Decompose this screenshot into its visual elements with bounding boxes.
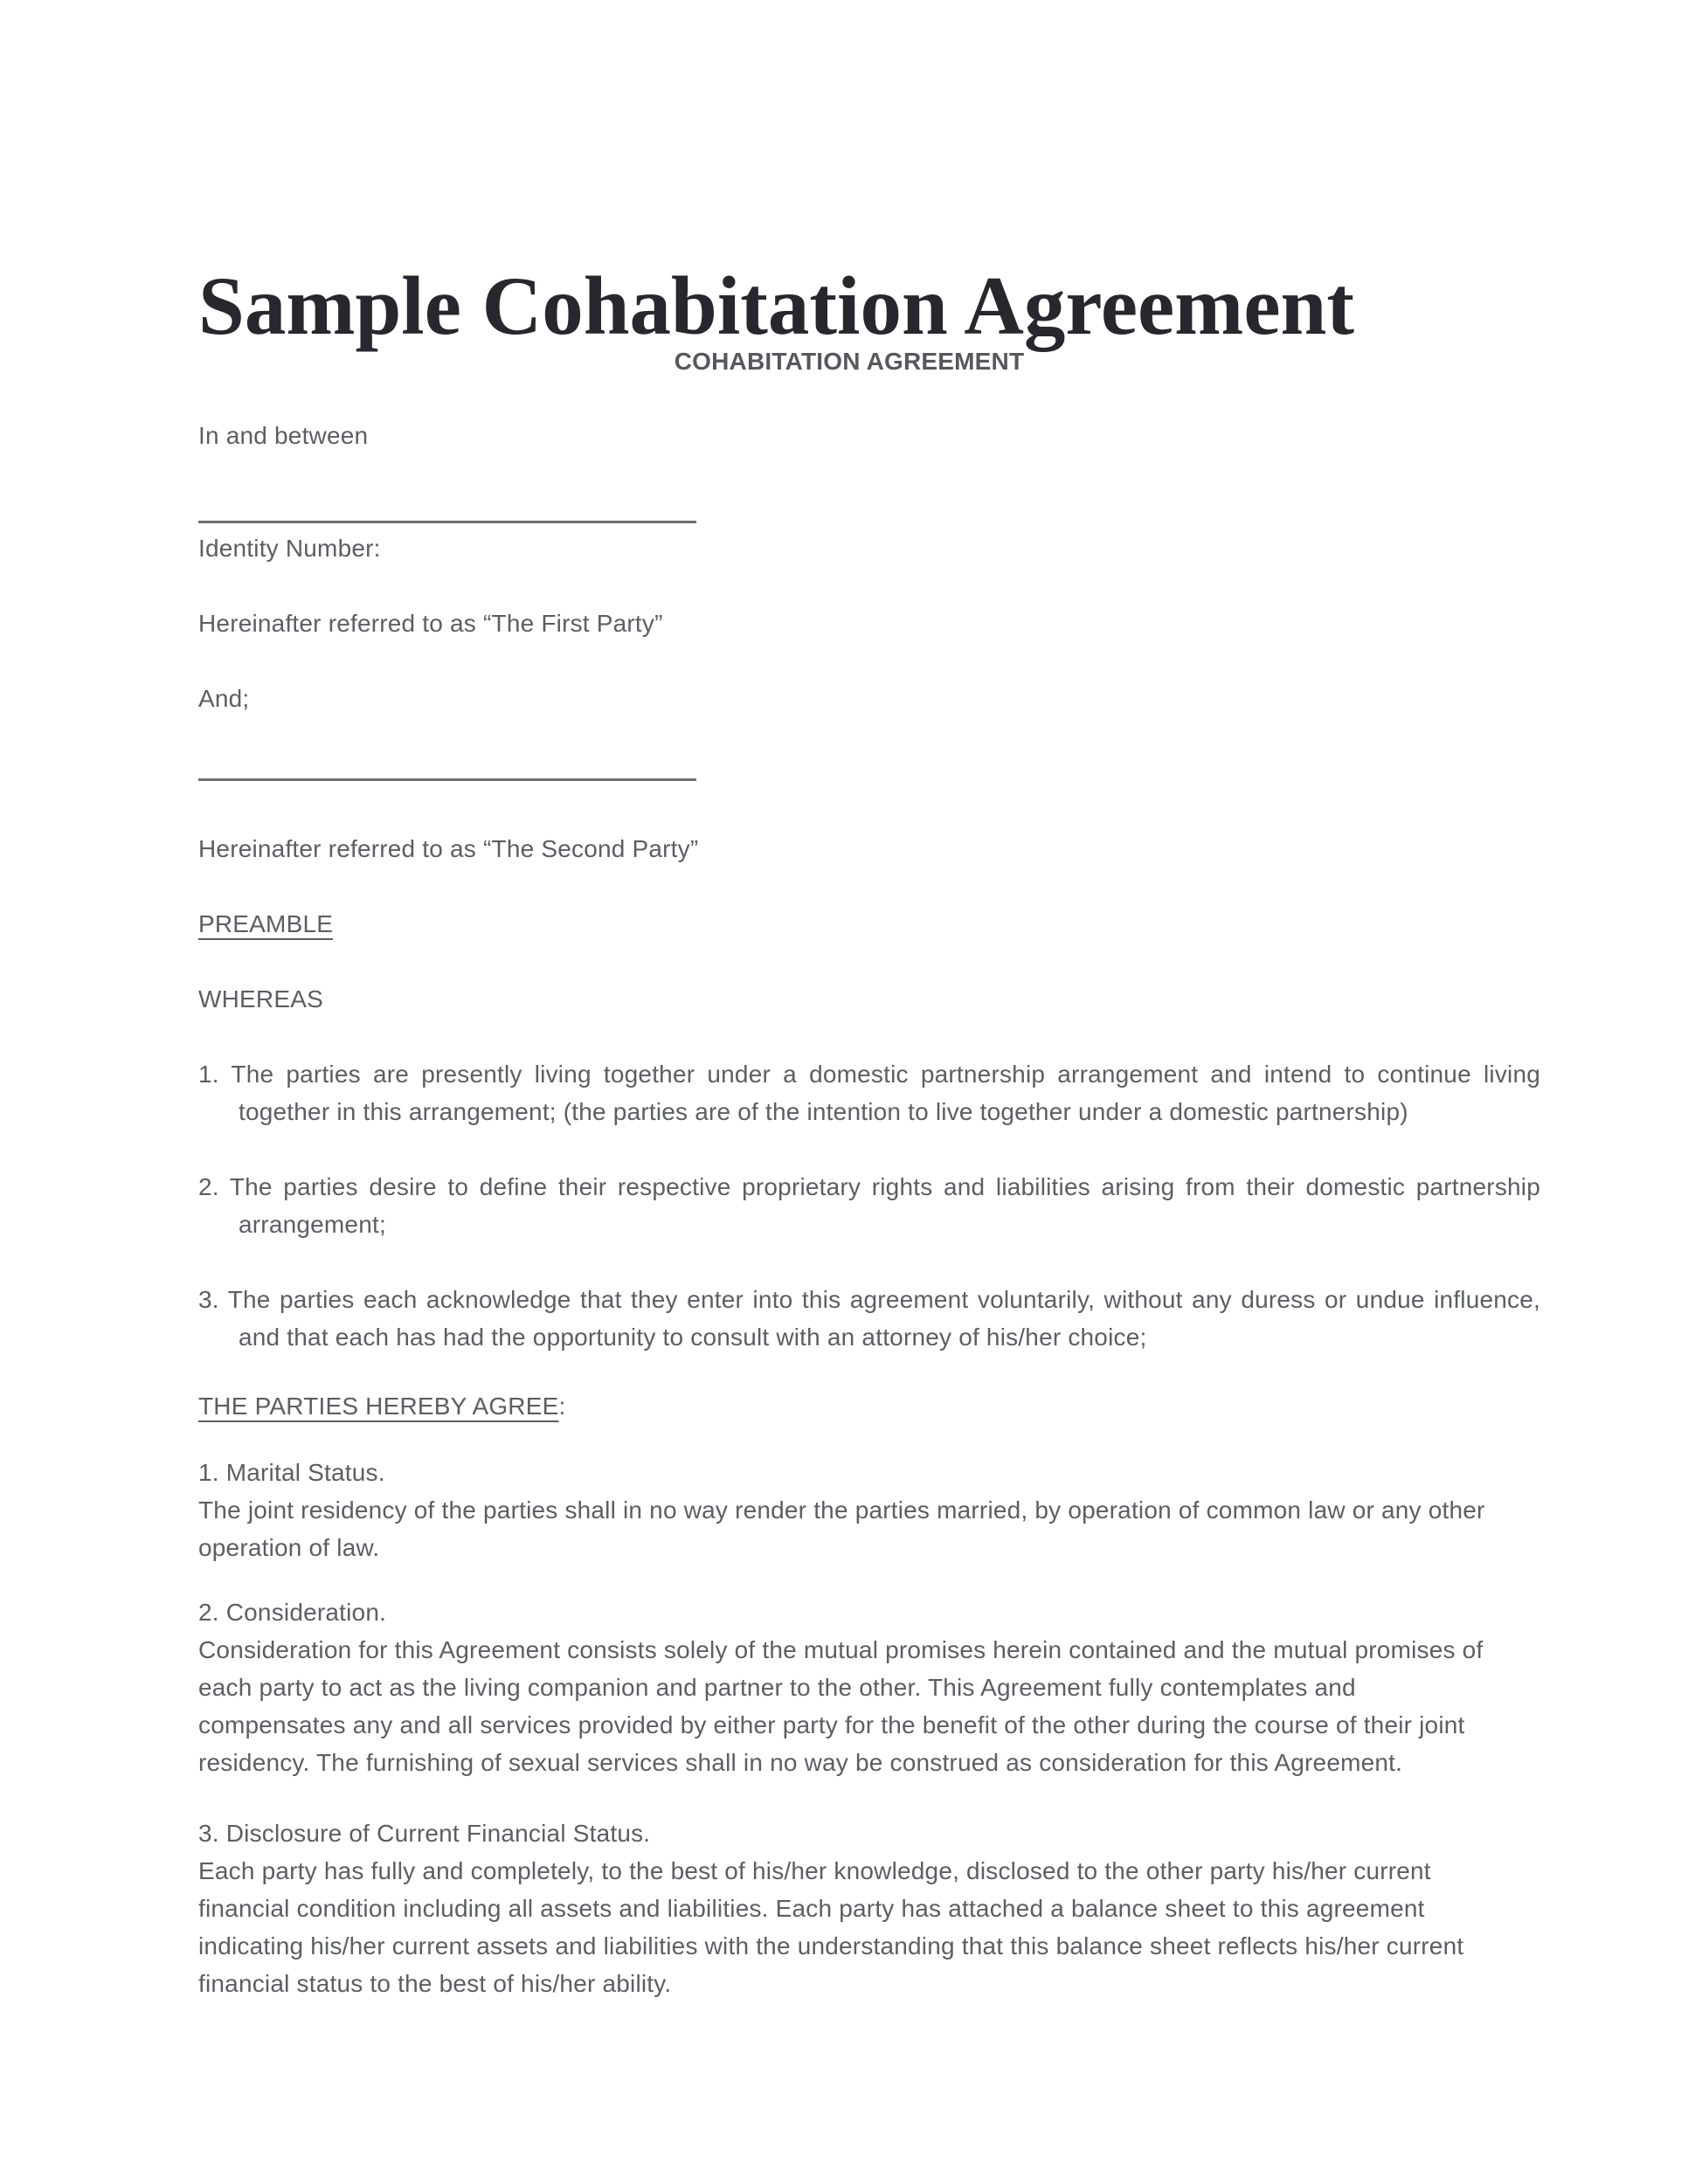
agreement-heading-colon: : xyxy=(558,1393,566,1420)
parties-intro: In and between xyxy=(198,422,369,449)
second-party-reference: Hereinafter referred to as “The Second Party” xyxy=(198,835,699,862)
section-financial-disclosure xyxy=(198,1814,1500,2002)
agreement-heading-text: THE PARTIES HEREBY AGREE xyxy=(198,1393,559,1420)
section-heading: 1. Marital Status. xyxy=(198,1459,385,1486)
preamble-clause: 1. The parties are presently living together under a domestic partnership arrangement and intend to continue living together in this arrangement; (the parties are of the intention to live together under a domestic partnership) xyxy=(198,1061,1540,1125)
preamble-clause: 2. The parties desire to define their respective proprietary rights and liabilities arising from their domestic partnership arrangement; xyxy=(198,1173,1540,1238)
second-party-signature-line xyxy=(198,778,696,781)
section-heading: 3. Disclosure of Current Financial Status. xyxy=(198,1820,651,1847)
preamble-clause: 3. The parties each acknowledge that they enter into this agreement voluntarily, without any duress or undue influence, and that each has had the opportunity to consult with an attorney of his/her choice; xyxy=(198,1286,1540,1351)
section-body: The joint residency of the parties shall in no way render the parties married, by operation of common law or any other operation of law. xyxy=(198,1496,1485,1561)
first-party-signature-line xyxy=(198,521,696,523)
first-party-reference: Hereinafter referred to as “The First Party” xyxy=(198,610,663,637)
and-separator: And; xyxy=(198,685,250,712)
section-heading: 2. Consideration. xyxy=(198,1599,387,1626)
section-body: Each party has fully and completely, to the best of his/her knowledge, disclosed to the other party his/her current financial condition including all assets and liabilities. Each party has attached a balance sheet to this agreement indicating his/her current assets and liabilities with the understanding that this balance sheet reflects his/her current financial status to the best of his/her ability. xyxy=(198,1857,1464,1997)
document-subtitle: COHABITATION AGREEMENT xyxy=(674,348,1025,375)
preamble-heading xyxy=(198,905,1500,943)
section-body: Consideration for this Agreement consists solely of the mutual promises herein contained and the mutual promises of each party to act as the living companion and partner to the other. This Agreement fully contemplates and compensates any and all services provided by either party for the benefit of the other during the course of their joint residency. The furnishing of sexual services shall in no way be construed as consideration for this Agreement. xyxy=(198,1636,1484,1776)
preamble-heading-text: PREAMBLE xyxy=(198,910,334,937)
section-consideration xyxy=(198,1593,1500,1781)
whereas-label: WHEREAS xyxy=(198,985,323,1013)
section-marital-status xyxy=(198,1454,1500,1566)
page-title: Sample Cohabitation Agreement xyxy=(198,259,1354,352)
identity-number-label: Identity Number: xyxy=(198,535,381,562)
agreement-heading xyxy=(198,1387,1500,1425)
